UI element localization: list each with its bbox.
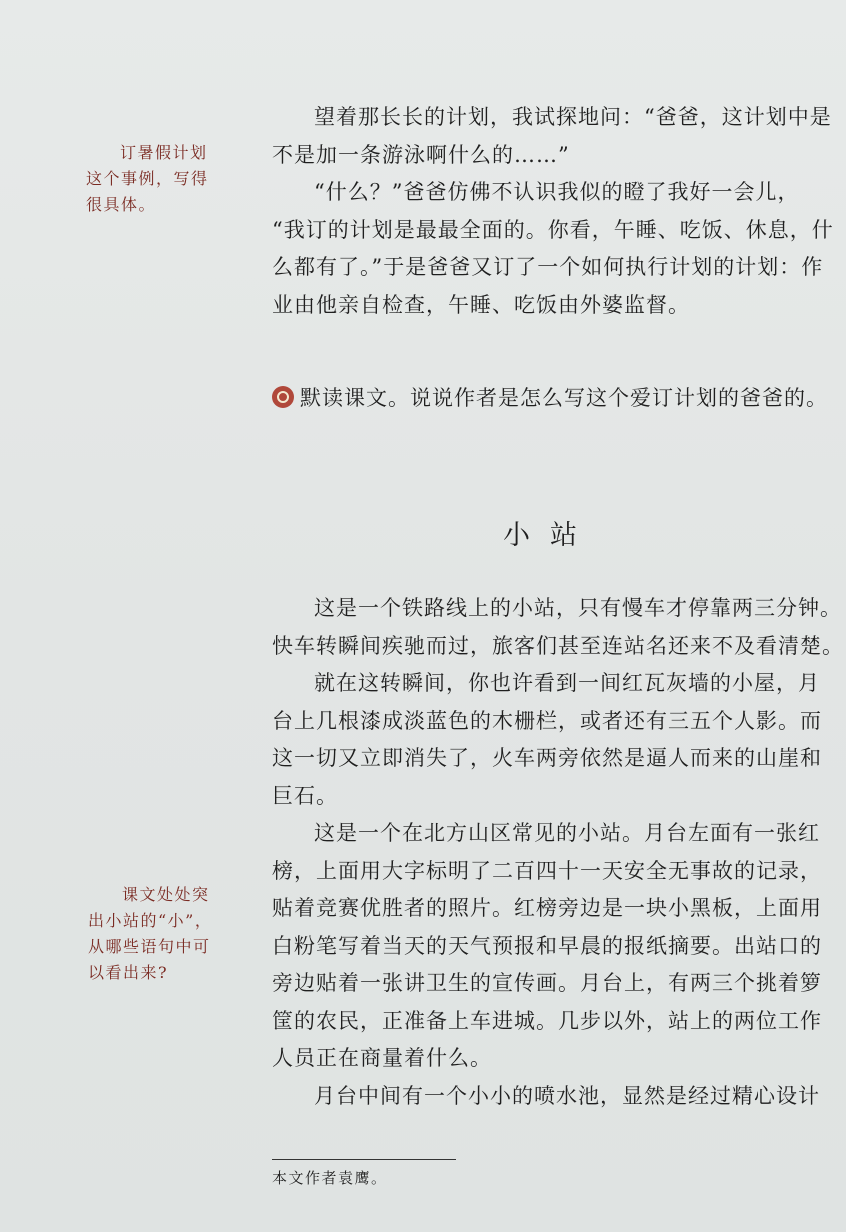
paragraph-line: 贴着竞赛优胜者的照片。红榜旁边是一块小黑板，上面用 [272, 896, 822, 920]
paragraph-line: “我订的计划是最最全面的。你看，午睡、吃饭、休息，什 [272, 217, 834, 242]
paragraph-line: 么都有了。”于是爸爸又订了一个如何执行计划的计划：作 [272, 255, 824, 279]
annotation-line: 很具体。 [86, 195, 157, 214]
annotation-line: 课文处处突 [122, 885, 210, 904]
paragraph-line: “什么？”爸爸仿佛不认识我似的瞪了我好一会儿， [314, 180, 800, 204]
annotation-line: 这个事例，写得 [86, 169, 209, 188]
margin-annotation-1 [86, 140, 209, 218]
lesson-title: 小站 [503, 520, 597, 551]
paragraph-line: 这是一个在北方山区常见的小站。月台左面有一张红 [314, 821, 820, 845]
paragraph-line: 巨石。 [272, 783, 338, 808]
margin-annotation-2 [88, 882, 212, 986]
annotation-line: 以看出来? [88, 963, 169, 982]
paragraph-line: 台上几根漆成淡蓝色的木栅栏，或者还有三五个人影。而 [272, 708, 822, 733]
paragraph-line: 不是加一条游泳啊什么的……” [272, 142, 570, 167]
paragraph-line: 榜，上面用大字标明了二百四十一天安全无事故的记录， [272, 858, 822, 883]
annotation-line: 出小站的“小”， [88, 911, 213, 930]
paragraph-line: 月台中间有一个小小的喷水池，显然是经过精心设计 [314, 1083, 820, 1108]
paragraph-line: 这一切又立即消失了，火车两旁依然是逼人而来的山崖和 [272, 746, 822, 770]
paragraph-line: 就在这转瞬间，你也许看到一间红瓦灰墙的小屋，月 [314, 671, 820, 695]
footnote-divider [272, 1159, 456, 1160]
paragraph-line: 旁边贴着一张讲卫生的宣传画。月台上，有两三个挑着箩 [272, 971, 822, 995]
footnote: 本文作者袁鹰。 [272, 1169, 388, 1187]
annotation-line: 订暑假计划 [120, 143, 208, 162]
reading-task-text: 默读课文。说说作者是怎么写这个爱订计划的爸爸的。 [300, 386, 828, 410]
paragraph-line: 这是一个铁路线上的小站，只有慢车才停靠两三分钟。 [314, 596, 842, 620]
paragraph-line: 快车转瞬间疾驰而过，旅客们甚至连站名还来不及看清楚。 [272, 633, 844, 658]
lesson-body [272, 590, 844, 1115]
reading-task [272, 380, 832, 417]
paragraph-line: 筐的农民，正准备上车进城。几步以外，站上的两位工作 [272, 1008, 822, 1033]
paragraph-line: 人员正在商量着什么。 [272, 1046, 492, 1070]
paragraph-line: 业由他亲自检查，午睡、吃饭由外婆监督。 [272, 292, 690, 317]
reading-task-icon [272, 386, 294, 408]
previous-passage [272, 99, 834, 324]
annotation-line: 从哪些语句中可 [88, 937, 211, 956]
paragraph-line: 望着那长长的计划，我试探地问：“爸爸，这计划中是 [314, 105, 832, 129]
paragraph-line: 白粉笔写着当天的天气预报和早晨的报纸摘要。出站口的 [272, 933, 822, 958]
